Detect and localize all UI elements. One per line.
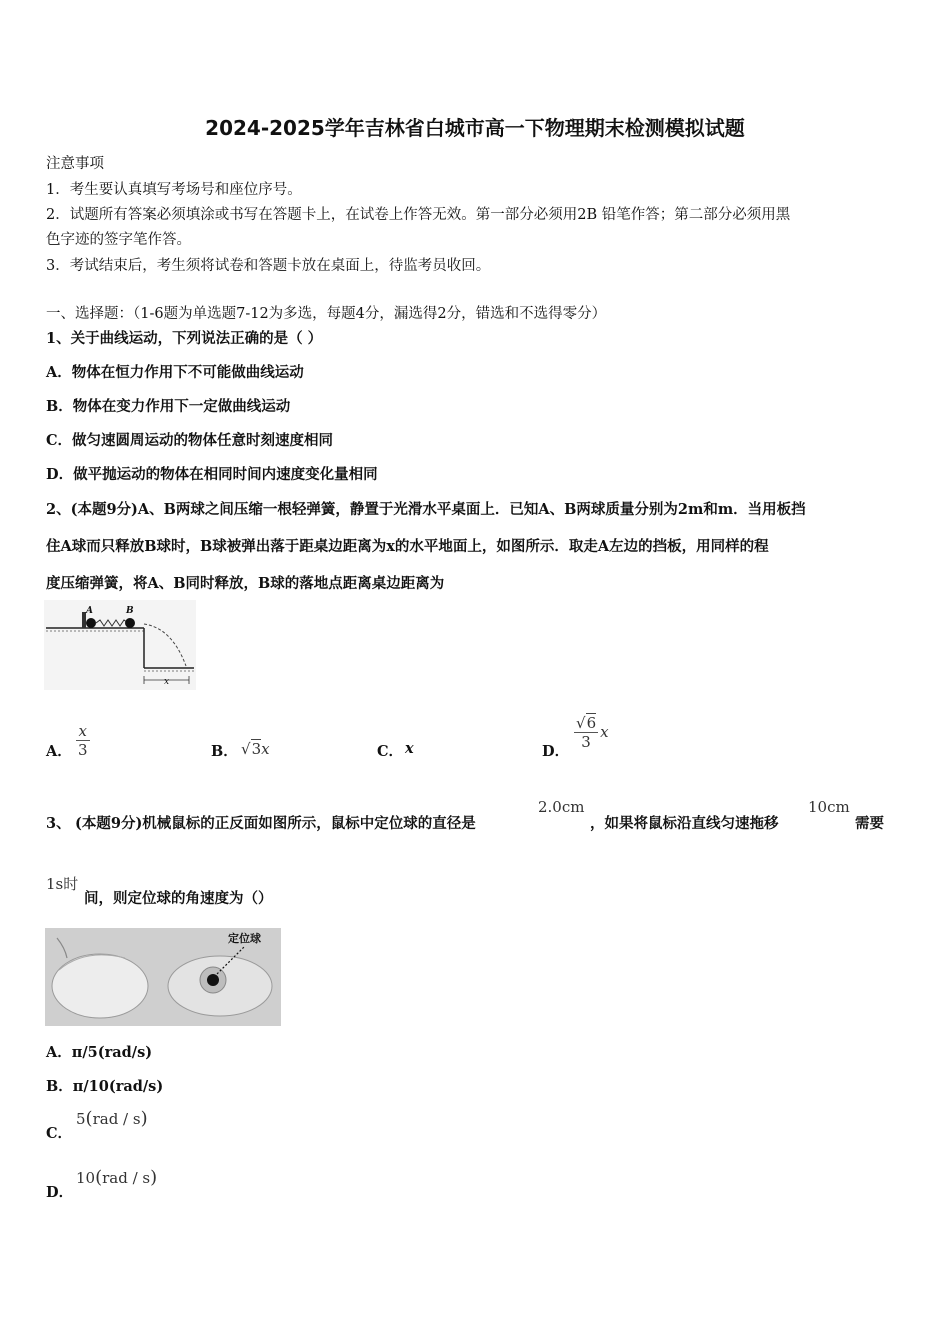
q3-d-value: 10 bbox=[76, 1169, 96, 1187]
q3-option-c-math: 5(rad / s) bbox=[76, 1108, 148, 1129]
section-heading: 一、选择题：（1-6题为单选题7-12为多选，每题4分，漏选得2分，错选和不选得零分） bbox=[46, 306, 607, 322]
q2-b-radicand: 3 bbox=[251, 740, 262, 758]
q3-distance: 10cm bbox=[808, 798, 850, 816]
q3-stem-number: 3、 bbox=[46, 815, 71, 832]
q2-stem-line1: 2、(本题9分)A、B两球之间压缩一根轻弹簧，静置于光滑水平桌面上．已知A、B两球质量分别为2m和m．当用板挡 bbox=[46, 501, 806, 518]
q3-d-unit: rad / s bbox=[102, 1169, 151, 1187]
q2-stem-line2: 住A球而只释放B球时，B球被弹出落于距桌边距离为x的水平地面上，如图所示．取走A左边的挡板，用同样的程 bbox=[46, 538, 769, 555]
q3-stem-part2: ，如果将鼠标沿直线匀速拖移 bbox=[590, 815, 779, 832]
q1-option-a: A．物体在恒力作用下不可能做曲线运动 bbox=[46, 364, 304, 381]
notice-item-2-cont: 色字迹的签字笔作答。 bbox=[46, 232, 191, 248]
q2-b-var: x bbox=[261, 740, 270, 758]
ball-b bbox=[125, 618, 135, 628]
q3-c-value: 5 bbox=[76, 1110, 86, 1128]
notice-item-1: 1．考生要认真填写考场号和座位序号。 bbox=[46, 182, 302, 198]
positioning-ball bbox=[207, 974, 219, 986]
notice-item-3: 3．考试结束后，考生须将试卷和答题卡放在桌面上，待监考员收回。 bbox=[46, 258, 491, 274]
q3-option-d-label: D． bbox=[46, 1184, 74, 1201]
q2-option-b-math: √3x bbox=[241, 740, 270, 758]
notice-item-2: 2．试题所有答案必须填涂或书写在答题卡上，在试卷上作答无效。第一部分必须用2B 铅笔作答；第二部分必须用黑 bbox=[46, 207, 791, 223]
ball-a bbox=[86, 618, 96, 628]
q1-option-c: C．做匀速圆周运动的物体任意时刻速度相同 bbox=[46, 432, 334, 449]
q2-d-var: x bbox=[600, 722, 609, 741]
q3-option-b: B．π/10(rad/s) bbox=[46, 1078, 164, 1095]
q1-option-d: D．做平抛运动的物体在相同时间内速度变化量相同 bbox=[46, 466, 378, 483]
q2-stem-line3: 度压缩弹簧，将A、B同时释放，B球的落地点距离桌边距离为 bbox=[46, 575, 445, 592]
q2-d-radicand: 6 bbox=[586, 714, 597, 732]
q3-option-a: A．π/5(rad/s) bbox=[46, 1044, 153, 1061]
q3-diameter: 2.0cm bbox=[538, 798, 585, 816]
q3-option-d-math: 10(rad / s) bbox=[76, 1167, 158, 1188]
q2-option-b-label: B． bbox=[211, 743, 238, 760]
q2-option-c-label: C． bbox=[377, 743, 404, 760]
q3-c-unit: rad / s bbox=[92, 1110, 141, 1128]
q2-a-denominator: 3 bbox=[78, 741, 88, 759]
q1-option-b: B．物体在变力作用下一定做曲线运动 bbox=[46, 398, 291, 415]
page-title: 2024-2025学年吉林省白城市高一下物理期末检测模拟试题 bbox=[205, 116, 745, 140]
mouse-front bbox=[52, 954, 148, 1018]
q3-stem-part1: (本题9分)机械鼠标的正反面如图所示，鼠标中定位球的直径是 bbox=[75, 815, 476, 832]
q3-stem-part3: 需要 bbox=[855, 815, 884, 832]
notice-heading: 注意事项 bbox=[46, 156, 104, 172]
q2-d-numerator: √6 bbox=[576, 714, 597, 732]
q3-stem-part4: 间，则定位球的角速度为（） bbox=[84, 890, 273, 907]
q2-option-c-value: x bbox=[405, 740, 414, 757]
q2-a-numerator: x bbox=[76, 722, 90, 741]
q2-d-denominator: 3 bbox=[581, 733, 591, 751]
q2-option-d-label: D． bbox=[542, 743, 570, 760]
label-a: A bbox=[86, 606, 93, 616]
q2-option-d-math bbox=[574, 714, 609, 751]
q2-figure-bg bbox=[44, 600, 196, 690]
q2-figure bbox=[44, 600, 196, 690]
q2-option-a-math bbox=[76, 722, 90, 759]
label-x: x bbox=[164, 677, 170, 687]
mouse-figure bbox=[45, 928, 281, 1026]
q2-option-a-label: A． bbox=[46, 743, 72, 760]
positioning-ball-label: 定位球 bbox=[228, 932, 261, 945]
q1-stem: 1、关于曲线运动，下列说法正确的是（ ） bbox=[46, 330, 323, 347]
q3-option-c-label: C． bbox=[46, 1125, 73, 1142]
label-b: B bbox=[126, 606, 134, 616]
q3-time: 1s时 bbox=[46, 875, 79, 893]
